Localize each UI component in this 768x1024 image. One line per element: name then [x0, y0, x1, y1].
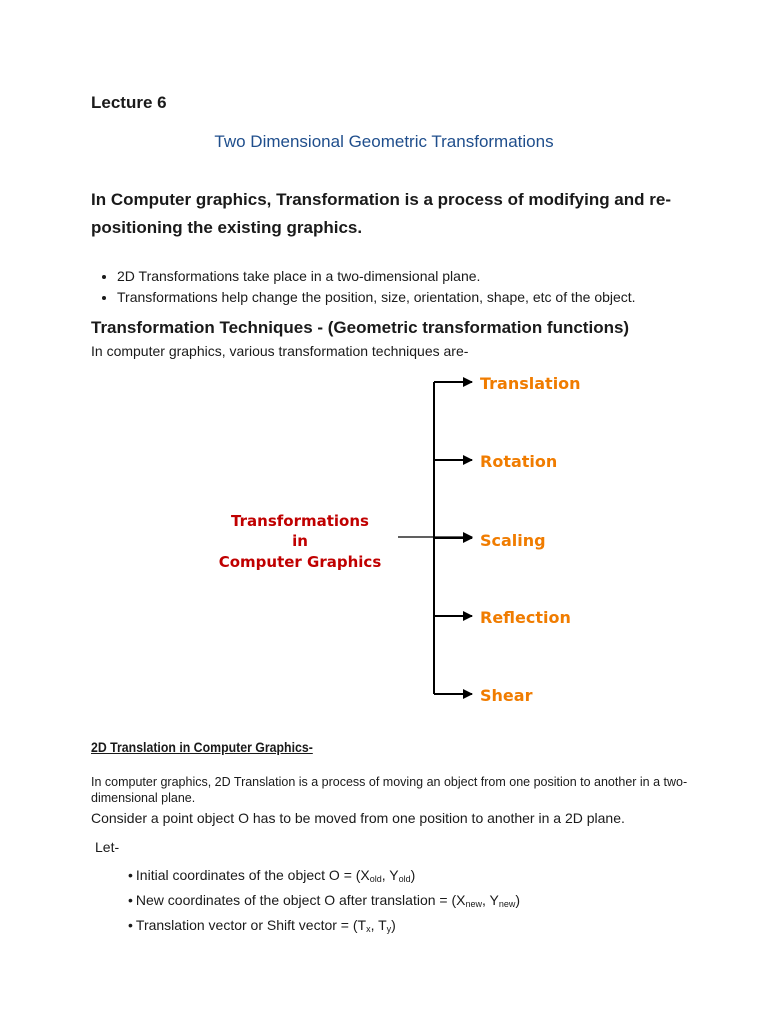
coordinate-item-new [128, 890, 520, 915]
intro-paragraph: In Computer graphics, Transformation is a process of modifying and re-positioning the existing graphics. [91, 190, 671, 237]
techniques-intro: In computer graphics, various transformation techniques are- [91, 343, 469, 359]
coord-text: , Y [381, 867, 399, 883]
center-label-line: Computer Graphics [218, 553, 382, 571]
coord-text: , Y [481, 892, 499, 908]
coord-text: Initial coordinates of the object O = (X [135, 867, 370, 883]
lecture-number: Lecture 6 [91, 93, 167, 112]
coordinates-list [128, 865, 520, 940]
translation-definition: In computer graphics, 2D Translation is a process of moving an object from one position to another in a two-dimensional plane. [91, 775, 688, 805]
coord-subscript: new [465, 899, 482, 909]
coord-text: Translation vector or Shift vector = (T [135, 917, 367, 933]
bullet-item: • Transformations help change the position, size, orientation, shape, etc of the object. [117, 287, 757, 308]
center-label-line: in [292, 532, 308, 550]
coord-subscript: old [398, 874, 411, 884]
bullet-item: • 2D Transformations take place in a two-dimensional plane. [117, 266, 757, 287]
transformations-diagram [0, 365, 768, 710]
coord-subscript: y [386, 924, 392, 934]
coordinate-item-initial [128, 865, 520, 890]
coord-subscript: x [366, 924, 371, 934]
techniques-heading: Transformation Techniques - (Geometric transformation functions) [91, 318, 630, 337]
translation-section-heading: 2D Translation in Computer Graphics- [91, 739, 313, 755]
document-title: Two Dimensional Geometric Transformations [214, 132, 554, 151]
diagram-center-label [219, 512, 382, 571]
coord-text: New coordinates of the object O after translation = (X [135, 892, 466, 908]
coord-text: ) [410, 867, 416, 883]
coord-subscript: old [369, 874, 382, 884]
branch-label-scaling: Scaling [480, 531, 546, 550]
branch-label-shear: Shear [480, 686, 533, 705]
coordinate-item-shift [128, 915, 520, 940]
center-label-line: Transformations [231, 512, 369, 530]
coord-subscript: new [498, 899, 516, 909]
consider-paragraph: Consider a point object O has to be moved from one position to another in a 2D plane. [91, 810, 625, 826]
coord-text: , T [370, 917, 387, 933]
coord-text: ) [391, 917, 396, 933]
branch-label-rotation: Rotation [480, 452, 558, 471]
intro-bullets [91, 266, 757, 308]
let-label: Let- [95, 839, 120, 855]
coord-text: ) [515, 892, 521, 908]
branch-label-reflection: Reflection [480, 608, 571, 627]
branch-label-translation: Translation [480, 374, 581, 393]
